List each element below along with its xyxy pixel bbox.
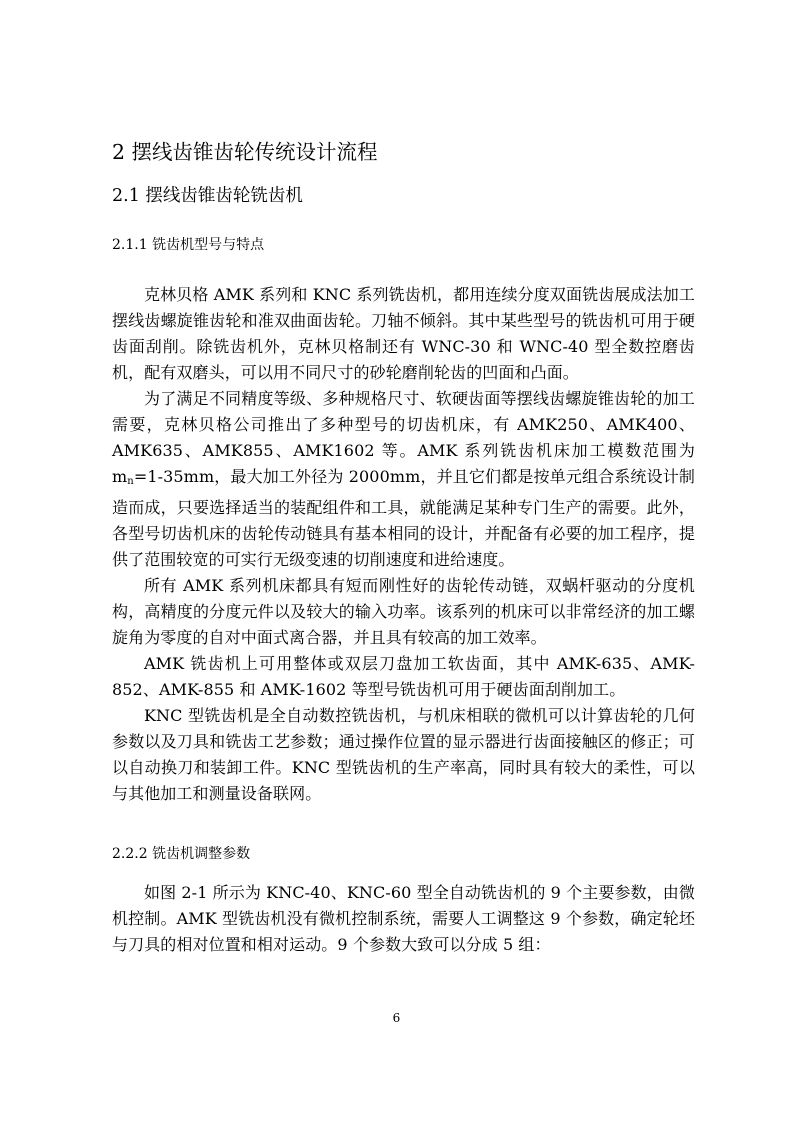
subsection-heading-adjustment-parameters: 2.2.2 铣齿机调整参数	[112, 846, 251, 862]
paragraph	[112, 386, 695, 573]
paragraph: 如图 2-1 所示为 KNC-40、KNC-60 型全自动铣齿机的 9 个主要参数，由微机控制。AMK 型铣齿机没有微机控制系统，需要人工调整这 9 个参数，确定轮坯与刀具的相对位置和相对运动。9 个参数大致可以分成 5 组：	[112, 883, 695, 954]
paragraph-text: =1-35mm，最大加工外径为 2000mm，并且它们都是按单元组合系统设计制造而成，只要选择适当的装配组件和工具，就能满足某种专门生产的需要。此外，各型号切齿机床的齿轮传动链具有基本相同的设计，并配备有必要的加工程序，提供了范围较宽的可实行无级变速的切削速度和进给速度。	[112, 467, 695, 569]
subscript: n	[127, 476, 134, 487]
subsection-heading-machine-models: 2.1.1 铣齿机型号与特点	[112, 237, 265, 253]
paragraph: KNC 型铣齿机是全自动数控铣齿机，与机床相联的微机可以计算齿轮的几何参数以及刀具和铣齿工艺参数；通过操作位置的显示器进行齿面接触区的修正；可以自动换刀和装卸工件。KNC 型铣齿机的生产率高，同时具有较大的柔性，可以与其他加工和测量设备联网。	[112, 706, 695, 803]
paragraph: 所有 AMK 系列机床都具有短而刚性好的齿轮传动链，双蜗杆驱动的分度机构，高精度的分度元件以及较大的输入功率。该系列的机床可以非常经济的加工螺旋角为零度的自对中面式离合器，并且具有较高的加工效率。	[112, 576, 695, 647]
paragraph-text: 为了满足不同精度等级、多种规格尺寸、软硬齿面等摆线齿螺旋锥齿轮的加工需要，克林贝格公司推出了多种型号的切齿机床，有 AMK250、AMK400、AMK635、AMK855、AMK1602 等。AMK 系列铣齿机床加工模数范围为 m	[112, 389, 695, 486]
page-number: 6	[392, 1011, 401, 1025]
paragraph: AMK 铣齿机上可用整体或双层刀盘加工软齿面，其中 AMK-635、AMK-852、AMK-855 和 AMK-1602 等型号铣齿机可用于硬齿面刮削加工。	[112, 654, 695, 699]
section-heading: 2.1 摆线齿锥齿轮铣齿机	[112, 186, 303, 206]
chapter-heading: 2 摆线齿锥齿轮传统设计流程	[112, 140, 378, 164]
paragraph: 克林贝格 AMK 系列和 KNC 系列铣齿机，都用连续分度双面铣齿展成法加工摆线齿螺旋锥齿轮和准双曲面齿轮。刀轴不倾斜。其中某些型号的铣齿机可用于硬齿面刮削。除铣齿机外，克林贝格制还有 WNC-30 和 WNC-40 型全数控磨齿机，配有双磨头，可以用不同尺寸的砂轮磨削轮齿的凹面和凸面。	[112, 285, 695, 382]
body-text-machine-models	[112, 282, 695, 807]
body-text-adjustment-parameters	[112, 880, 695, 958]
